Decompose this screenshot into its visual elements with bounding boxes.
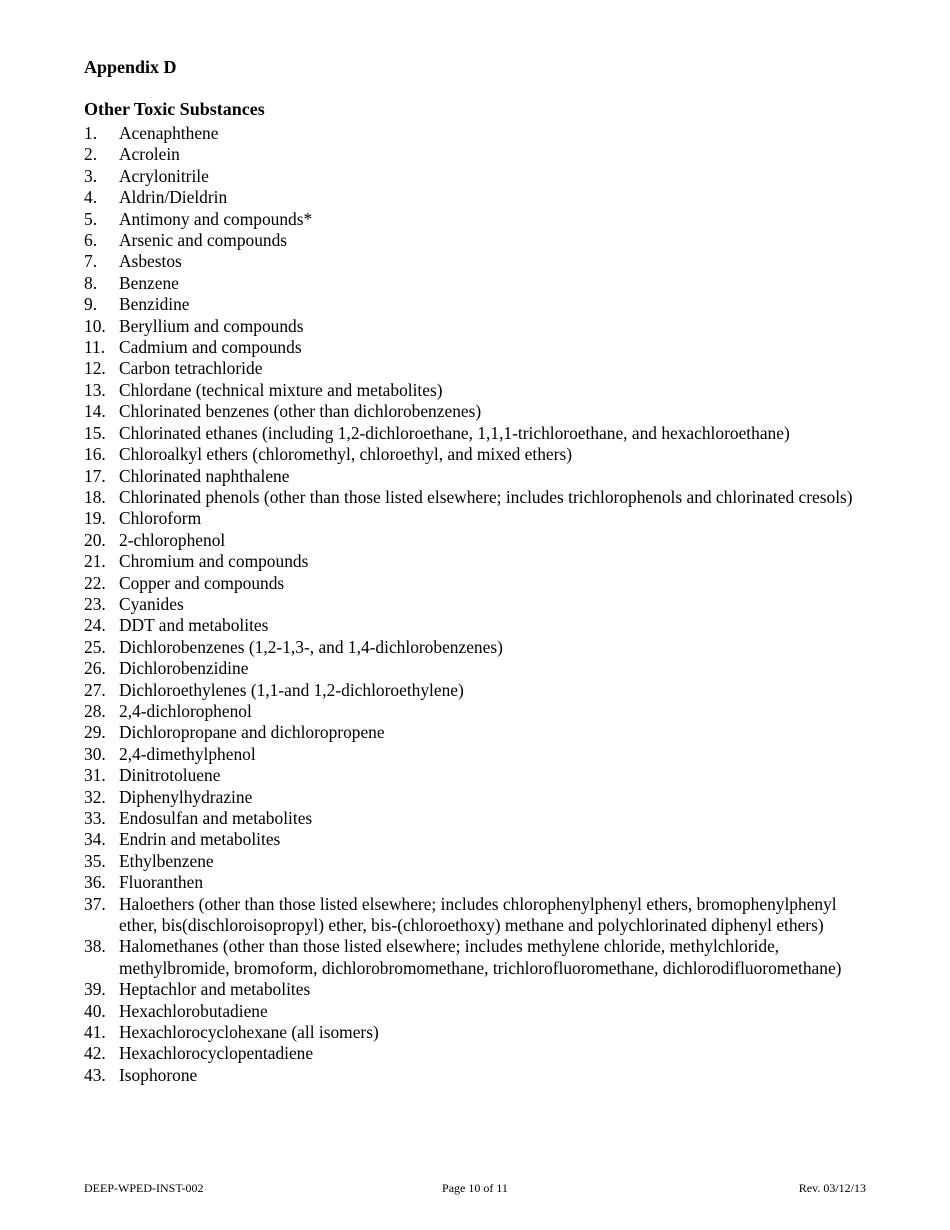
list-item-number: 5. [84, 208, 98, 229]
list-item-number: 38. [84, 936, 106, 957]
list-item-text: Dinitrotoluene [119, 765, 221, 786]
list-item [84, 423, 874, 444]
list-item [84, 594, 874, 615]
list-item-number: 30. [84, 743, 106, 764]
list-item-text: Chlorinated benzenes (other than dichlorobenzenes) [119, 401, 482, 422]
list-item [84, 251, 874, 272]
list-item-text: 2,4-dichlorophenol [119, 700, 252, 721]
list-item-text: Chloroform [119, 508, 202, 529]
list-item-number: 15. [84, 422, 106, 443]
list-item-text: Copper and compounds [119, 572, 285, 593]
list-item [84, 1022, 874, 1043]
list-item-number: 33. [84, 808, 106, 828]
list-item [84, 551, 874, 572]
list-item-text: Acrolein [119, 144, 180, 165]
list-item [84, 615, 874, 636]
list-item-number: 14. [84, 401, 106, 422]
list-item [84, 637, 874, 658]
list-item-text: Carbon tetrachloride [119, 358, 263, 379]
list-item [84, 658, 874, 679]
list-item-number: 37. [84, 893, 106, 914]
list-item [84, 294, 874, 315]
list-item-number: 12. [84, 358, 106, 379]
list-item-number: 26. [84, 658, 106, 679]
list-item-number: 4. [84, 187, 98, 208]
list-item [84, 722, 874, 743]
list-item-text: 2,4-dimethylphenol [119, 743, 256, 764]
list-item-number: 20. [84, 529, 106, 550]
list-item-number: 28. [84, 700, 106, 721]
list-item [84, 487, 874, 508]
list-item-number: 2. [84, 144, 98, 165]
list-item-text: Diphenylhydrazine [119, 786, 253, 807]
list-item-text: Beryllium and compounds [119, 315, 304, 336]
list-item [84, 444, 874, 465]
list-item [84, 316, 874, 337]
list-item-number: 17. [84, 465, 106, 486]
list-item [84, 851, 874, 872]
list-item [84, 829, 874, 850]
list-item [84, 701, 874, 722]
list-item [84, 380, 874, 401]
list-item [84, 680, 874, 701]
list-item-text: Chlorinated naphthalene [119, 465, 290, 486]
toxic-substances-list [84, 123, 874, 1086]
list-item-text: Benzidine [119, 294, 190, 315]
list-item-number: 36. [84, 872, 106, 893]
list-item [84, 230, 874, 251]
list-item [84, 894, 874, 937]
list-item [84, 358, 874, 379]
list-item-text: Cadmium and compounds [119, 337, 302, 358]
list-item-text: Chlorinated phenols (other than those listed elsewhere; includes trichlorophenols and chlorinated cresols) [119, 486, 853, 507]
footer-revision: Rev. 03/12/13 [798, 1181, 866, 1195]
list-item-text: Antimony and compounds* [119, 208, 313, 229]
list-item [84, 744, 874, 765]
list-item-number: 31. [84, 765, 106, 786]
list-item [84, 808, 874, 829]
list-item-text: Dichloroethylenes (1,1-and 1,2-dichloroethylene) [119, 679, 464, 700]
list-item-number: 41. [84, 1022, 106, 1043]
section-title: Other Toxic Substances [84, 99, 265, 119]
list-item [84, 765, 874, 786]
list-item-number: 11. [84, 337, 106, 358]
list-item-text: Hexachlorocyclopentadiene [119, 1043, 314, 1064]
list-item-number: 19. [84, 508, 106, 529]
list-item-text: Acenaphthene [119, 123, 219, 143]
list-item-number: 10. [84, 315, 106, 336]
list-item [84, 123, 874, 144]
list-item-text: Hexachlorocyclohexane (all isomers) [119, 1022, 379, 1043]
list-item-text: Benzene [119, 272, 179, 293]
list-item-number: 21. [84, 551, 106, 572]
list-item-number: 18. [84, 486, 106, 507]
list-item-text: Dichlorobenzidine [119, 658, 249, 679]
list-item [84, 466, 874, 487]
list-item [84, 166, 874, 187]
list-item-number: 35. [84, 850, 106, 871]
list-item-number: 34. [84, 829, 106, 850]
list-item-number: 43. [84, 1064, 106, 1085]
list-item-text: Fluoranthen [119, 872, 204, 893]
list-item [84, 508, 874, 529]
list-item [84, 530, 874, 551]
list-item [84, 1043, 874, 1064]
list-item-number: 6. [84, 230, 98, 251]
list-item-text: Heptachlor and metabolites [119, 979, 311, 1000]
list-item-text: Chlordane (technical mixture and metabolites) [119, 379, 443, 400]
list-item [84, 787, 874, 808]
list-item-number: 3. [84, 165, 98, 186]
list-item [84, 872, 874, 893]
list-item [84, 573, 874, 594]
list-item-text: Hexachlorobutadiene [119, 1000, 268, 1021]
list-item-text: 2-chlorophenol [119, 529, 226, 550]
list-item [84, 209, 874, 230]
list-item-number: 8. [84, 272, 98, 293]
list-item-number: 40. [84, 1000, 106, 1021]
list-item-number: 7. [84, 251, 98, 272]
list-item-number: 16. [84, 444, 106, 465]
list-item-text: Cyanides [119, 593, 184, 614]
list-item-text: Arsenic and compounds [119, 230, 288, 251]
list-item [84, 337, 874, 358]
list-item [84, 273, 874, 294]
list-item-text: Ethylbenzene [119, 850, 214, 871]
list-item [84, 936, 874, 979]
appendix-title: Appendix D [84, 57, 177, 77]
footer-page-number: Page 10 of 11 [442, 1181, 508, 1195]
list-item-text: Chromium and compounds [119, 551, 309, 572]
list-item [84, 979, 874, 1000]
list-item-number: 22. [84, 572, 106, 593]
list-item-text: Haloethers (other than those listed elsewhere; includes chlorophenylphenyl ethers, bromophenylphenyl ether, bis(dischloroisopropyl) ether, bis-(chloroethoxy) methane and polychlorinated diphenyl ethers) [119, 893, 837, 936]
list-item [84, 1065, 874, 1086]
list-item-text: Endosulfan and metabolites [119, 808, 313, 828]
document-page [84, 56, 874, 1086]
list-item-text: DDT and metabolites [119, 615, 269, 636]
list-item-number: 29. [84, 722, 106, 743]
list-item-number: 39. [84, 979, 106, 1000]
list-item-text: Dichloropropane and dichloropropene [119, 722, 385, 743]
list-item-text: Aldrin/Dieldrin [119, 187, 228, 208]
list-item-number: 42. [84, 1043, 106, 1064]
list-item-text: Isophorone [119, 1064, 198, 1085]
list-item-text: Acrylonitrile [119, 165, 209, 186]
list-item-number: 24. [84, 615, 106, 636]
list-item-number: 9. [84, 294, 98, 315]
list-item-text: Halomethanes (other than those listed elsewhere; includes methylene chloride, methylchloride, methylbromide, bromoform, dichlorobromomethane, trichlorofluoromethane, dichlorodifluoromethane) [119, 936, 842, 978]
list-item-number: 27. [84, 679, 106, 700]
list-item [84, 187, 874, 208]
list-item-number: 23. [84, 593, 106, 614]
list-item-text: Chlorinated ethanes (including 1,2-dichloroethane, 1,1,1-trichloroethane, and hexachloroethane) [119, 422, 790, 443]
list-item-number: 25. [84, 636, 106, 657]
list-item [84, 144, 874, 165]
list-item [84, 1001, 874, 1022]
list-item-number: 13. [84, 379, 106, 400]
list-item-text: Dichlorobenzenes (1,2-1,3-, and 1,4-dichlorobenzenes) [119, 636, 503, 657]
list-item-number: 1. [84, 123, 98, 143]
list-item-text: Asbestos [119, 251, 182, 272]
list-item-text: Endrin and metabolites [119, 829, 281, 850]
list-item-number: 32. [84, 786, 106, 807]
list-item-text: Chloroalkyl ethers (chloromethyl, chloroethyl, and mixed ethers) [119, 444, 572, 465]
footer-document-id: DEEP-WPED-INST-002 [84, 1181, 204, 1195]
list-item [84, 401, 874, 422]
